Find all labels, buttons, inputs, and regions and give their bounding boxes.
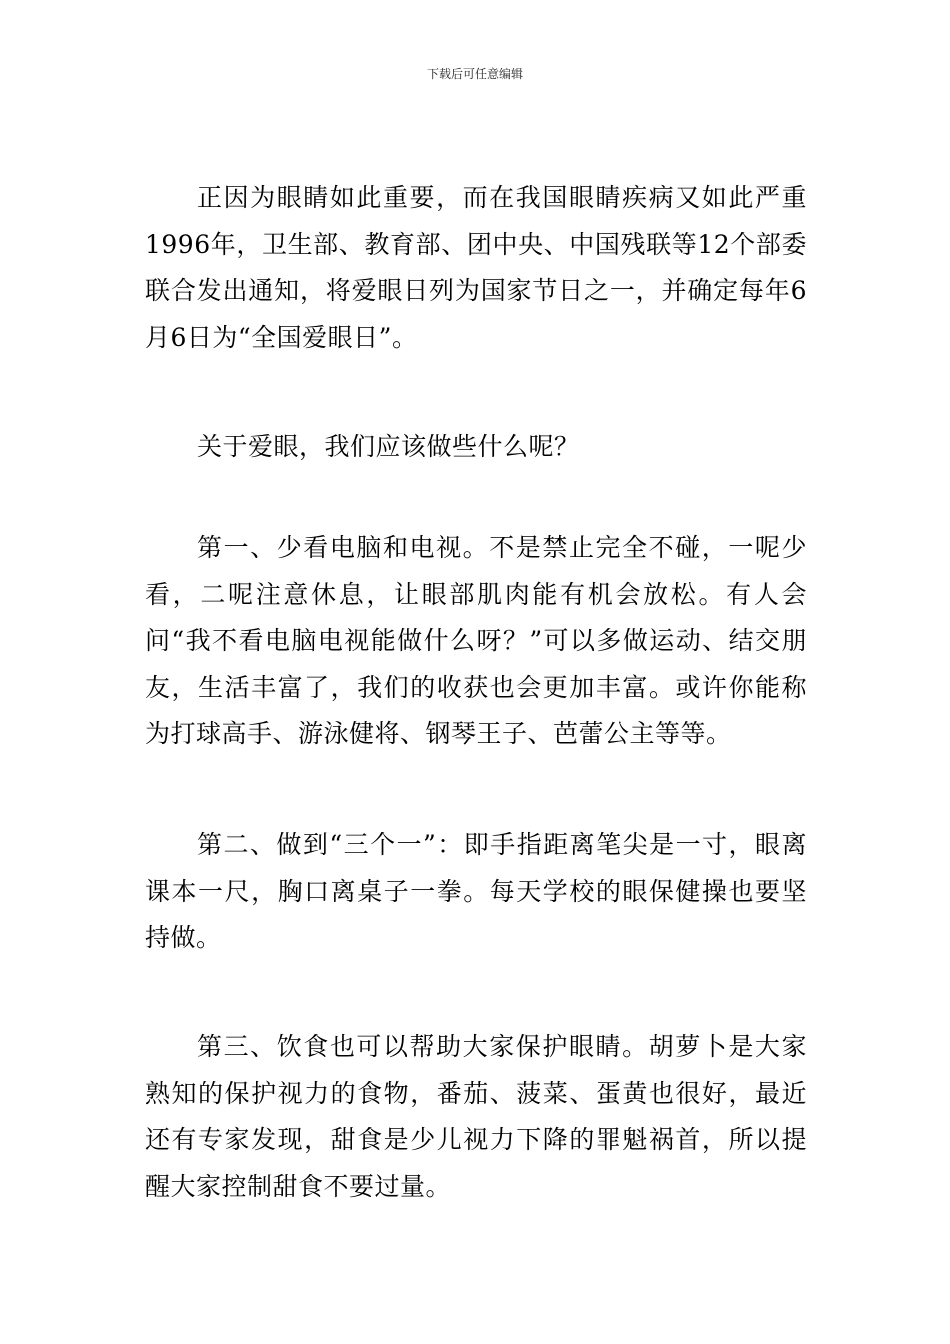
paragraph-first-point: 第一、少看电脑和电视。不是禁止完全不碰，一呢少看，二呢注意休息，让眼部肌肉能有机会放松。有人会问“我不看电脑电视能做什么呀？”可以多做运动、结交朋友，生活丰富了，我们的收获也会更加丰富。或许你能称为打球高手、游泳健将、钢琴王子、芭蕾公主等等。	[145, 533, 807, 748]
paragraph-question: 关于爱眼，我们应该做些什么呢？	[197, 432, 580, 461]
paragraph-second-point: 第二、做到“三个一”：即手指距离笔尖是一寸，眼离课本一尺，胸口离桌子一拳。每天学校的眼保健操也要坚持做。	[145, 830, 807, 952]
paragraph-third-point: 第三、饮食也可以帮助大家保护眼睛。胡萝卜是大家熟知的保护视力的食物，番茄、菠菜、蛋黄也很好，最近还有专家发现，甜食是少儿视力下降的罪魁祸首，所以提醒大家控制甜食不要过量。	[145, 1032, 807, 1201]
paragraph-importance: 正因为眼睛如此重要，而在我国眼睛疾病又如此严重1996年，卫生部、教育部、团中央、中国残联等12个部委联合发出通知，将爱眼日列为国家节日之一，并确定每年6月6日为“全国爱眼日”。	[145, 183, 807, 352]
header-note: 下载后可任意编辑	[426, 67, 523, 81]
